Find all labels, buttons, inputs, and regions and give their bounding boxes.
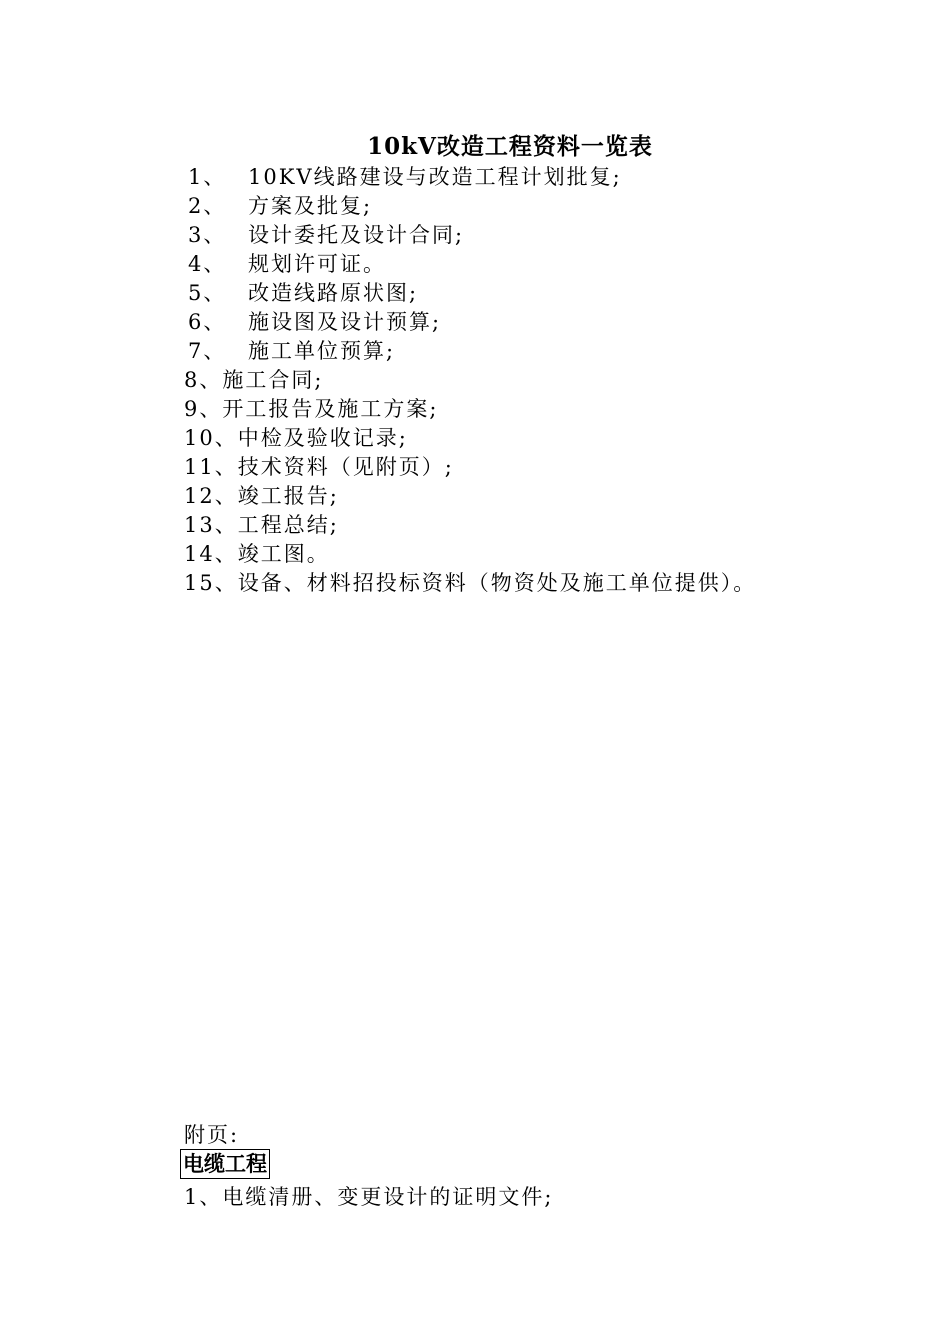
list-item [184, 569, 756, 598]
list-item [184, 424, 756, 453]
item-number: 7、 [188, 339, 227, 363]
item-number: 15、 [184, 571, 238, 595]
item-number: 8、 [184, 368, 223, 392]
item-text: 施工合同; [222, 368, 324, 392]
list-item [184, 250, 756, 279]
item-number: 13、 [184, 513, 238, 537]
list-item [184, 337, 756, 366]
item-number: 3、 [188, 223, 227, 247]
item-text: 开工报告及施工方案; [222, 397, 439, 421]
item-text: 改造线路原状图; [248, 281, 419, 305]
item-number: 6、 [188, 310, 227, 334]
item-text: 施工单位预算; [248, 339, 396, 363]
list-item [184, 308, 756, 337]
list-item [184, 192, 756, 221]
item-number: 14、 [184, 542, 238, 566]
item-text: 技术资料（见附页）; [237, 455, 454, 479]
item-text: 设备、材料招投标资料（物资处及施工单位提供）。 [237, 571, 757, 595]
item-text: 10KV线路建设与改造工程计划批复; [248, 165, 622, 189]
item-text: 电缆清册、变更设计的证明文件; [222, 1185, 554, 1209]
appendix-list-item [184, 1182, 553, 1212]
materials-list [184, 163, 756, 598]
item-number: 5、 [188, 281, 227, 305]
appendix-label: 附页: [184, 1123, 240, 1147]
list-item [184, 366, 756, 395]
list-item [184, 453, 756, 482]
item-number: 2、 [188, 194, 227, 218]
list-item [184, 540, 756, 569]
list-item [184, 511, 756, 540]
list-item [184, 221, 756, 250]
item-number: 4、 [188, 252, 227, 276]
document-title: 10kV改造工程资料一览表 [367, 133, 653, 160]
item-number: 1、 [188, 165, 227, 189]
item-text: 工程总结; [237, 513, 339, 537]
section-title-box: 电缆工程 [180, 1149, 270, 1179]
item-text: 方案及批复; [248, 194, 373, 218]
list-item [184, 279, 756, 308]
list-item [184, 395, 756, 424]
item-text: 竣工图。 [237, 542, 330, 566]
item-text: 设计委托及设计合同; [248, 223, 465, 247]
item-number: 1、 [184, 1185, 223, 1209]
item-number: 10、 [184, 426, 238, 450]
item-number: 9、 [184, 397, 223, 421]
item-text: 施设图及设计预算; [248, 310, 442, 334]
item-text: 竣工报告; [237, 484, 339, 508]
list-item [184, 482, 756, 511]
item-number: 11、 [184, 455, 238, 479]
item-number: 12、 [184, 484, 238, 508]
item-text: 中检及验收记录; [237, 426, 408, 450]
list-item [184, 163, 756, 192]
item-text: 规划许可证。 [248, 252, 386, 276]
